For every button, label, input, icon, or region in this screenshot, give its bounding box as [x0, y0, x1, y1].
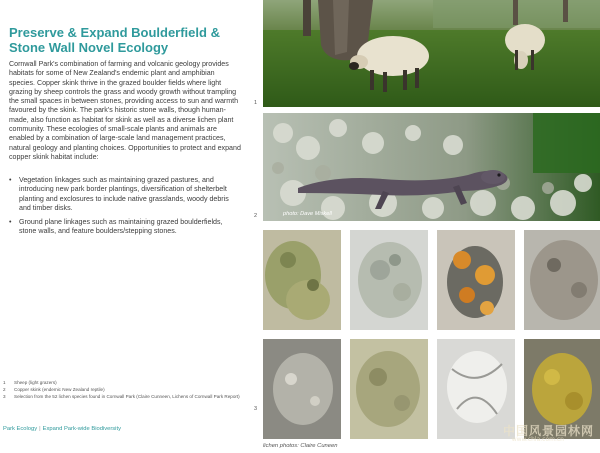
sheep-photo — [263, 0, 600, 107]
lichen-photo — [524, 230, 600, 330]
caption-item — [3, 387, 243, 393]
skink-photo-credit: photo: Dave Miskell — [283, 211, 332, 217]
lichen-photo — [263, 230, 341, 330]
bullet-mark: • — [9, 218, 12, 227]
bullet-list — [9, 176, 241, 242]
bullet-text: Ground plane linkages such as maintaining grazed boulderfields, stone walls, and feature boulders/stepping stones. — [19, 218, 223, 236]
skink-image — [263, 113, 600, 221]
figure-number-1: 1 — [254, 100, 258, 106]
caption-text: Selection from the 52 lichen species found in Cornwall Park (Claire Cunneen, Lichens of Cornwall Park Report) — [14, 394, 240, 399]
bullet-item — [9, 218, 241, 237]
lichen-image — [350, 339, 428, 439]
watermark-url: www.chla.com.cn — [511, 436, 564, 443]
caption-number: 2 — [3, 387, 6, 392]
lichen-photo — [437, 230, 515, 330]
lichen-photo-credit: lichen photos: Claire Cuneen — [263, 443, 338, 449]
lichen-photo — [263, 339, 341, 439]
bullet-mark: • — [9, 176, 12, 184]
figure-captions — [3, 380, 243, 401]
lichen-photo — [350, 230, 428, 330]
bullet-text: Vegetation linkages such as maintaining grazed pastures, and introducing new park border plantings, diversification of shelterbelt planting and exclosures to include native grasslands, woody debris and timber disks. — [19, 176, 229, 212]
text-column — [0, 0, 250, 453]
caption-text: Copper skink (endemic New Zealand reptile) — [14, 387, 105, 392]
caption-number: 3 — [3, 394, 6, 399]
figure-number-2: 2 — [254, 213, 258, 219]
watermark-logo: 中国风景园林网 — [502, 424, 594, 438]
page-footer — [3, 426, 121, 432]
lichen-photo — [350, 339, 428, 439]
figure-number-3: 3 — [254, 406, 258, 412]
sheep-image — [263, 0, 600, 107]
footer-subsection: Expand Park-wide Biodiversity — [42, 426, 121, 432]
caption-item — [3, 394, 243, 400]
skink-photo — [263, 113, 600, 221]
lichen-image — [263, 230, 341, 330]
lichen-image — [263, 339, 341, 439]
footer-section: Park Ecology — [3, 426, 38, 432]
lichen-image — [350, 230, 428, 330]
lichen-image — [524, 230, 600, 330]
caption-text: Sheep (light grazers) — [14, 380, 57, 385]
intro-paragraph: Cornwall Park's combination of farming and volcanic geology provides habitats for some of New Zealand's endemic plant and amphibian species. Copper skink thrive in the grazed boulder fields where light grazing by sheep controls the grass and woody growth without trampling the small spaces in between stones, providing access to sun and warmth favoured by the skink. The park's historic stone walls, though human-made, also function as habitat for skink as well as a diverse lichen plant community. These ecologies of small-scale plants and animals are enabled by a combination of large-scale land management practices, natural geology and planting choices. Opportunities to protect and expand copper skink habitat include: — [9, 60, 241, 161]
page-title: Preserve & Expand Boulderfield & Stone Wall Novel Ecology — [9, 25, 220, 55]
bullet-item — [9, 176, 241, 213]
lichen-image — [437, 230, 515, 330]
footer-separator: | — [39, 426, 41, 432]
caption-item — [3, 380, 243, 386]
caption-number: 1 — [3, 380, 6, 385]
